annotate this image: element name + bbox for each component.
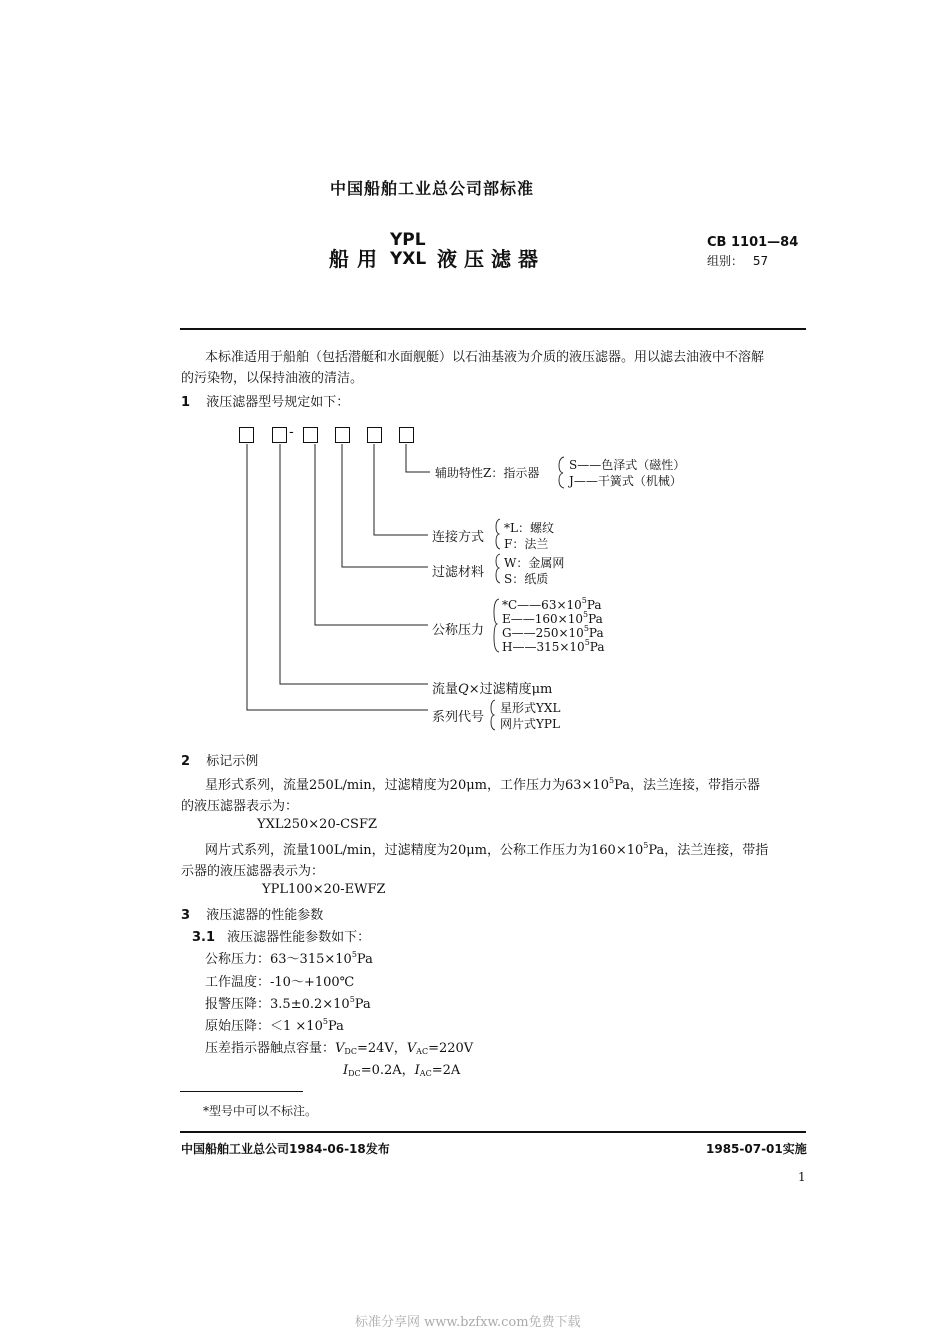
param-initial-pressure-drop: 原始压降：$<1 \times 10^5Pa$	[205, 1017, 344, 1034]
aux-option-1-text: ——色泽式（磁性）	[577, 458, 686, 472]
material-option-1: W：金属网	[504, 556, 565, 570]
footnote: *型号中可以不标注。	[203, 1104, 318, 1118]
param-nominal-pressure: 公称压力：$63\sim 315\times 10^5Pa$	[205, 950, 373, 967]
leader-series	[247, 444, 428, 710]
leader-flow	[280, 444, 428, 684]
leader-connection	[374, 444, 428, 535]
aux-option-1-code: S	[569, 458, 578, 472]
brace-pressure	[494, 599, 499, 652]
brace-connection	[496, 519, 500, 549]
section-3-1-number: 3.1	[192, 930, 216, 945]
intro-line-2: 的污染物，以保持油液的清洁。	[181, 371, 364, 386]
watermark: 标准分享网 www.bzfxw.com免费下载	[355, 1315, 581, 1330]
connection-option-2: F：法兰	[504, 537, 549, 551]
group-label-text: 组别：	[707, 254, 744, 268]
section-2-number: 2	[181, 754, 191, 769]
series-option-2: 网片式YPL	[500, 717, 560, 731]
example-1-line-2: 的液压滤器表示为：	[181, 799, 299, 814]
brace-material	[496, 554, 500, 583]
section-3-title: 液压滤器的性能参数	[206, 908, 324, 923]
brace-aux	[559, 457, 564, 488]
param-working-temperature: 工作温度：-10～+100℃	[205, 975, 355, 990]
aux-option-2-code: J	[569, 474, 574, 488]
material-option-2: S：纸质	[504, 572, 549, 586]
connection-label: 连接方式	[432, 530, 485, 545]
section-3-heading	[181, 904, 323, 923]
example-2-line-2: 示器的液压滤器表示为：	[181, 864, 325, 879]
aux-option-1	[569, 456, 685, 473]
footnote-rule	[180, 1091, 303, 1092]
brace-series	[491, 700, 495, 730]
footer-rule	[180, 1131, 806, 1133]
section-3-1-heading	[192, 926, 370, 945]
example-1-code: YXL250×20-CSFZ	[257, 817, 378, 832]
series-option-1: 星形式YXL	[500, 701, 561, 715]
section-3-number: 3	[181, 908, 191, 923]
aux-label: 辅助特性Z：指示器	[435, 466, 540, 480]
example-2-line-1: 网片式系列，流量100L/min，过滤精度为20μm，公称工作压力为$160\times 10^5Pa$，法兰连接，带指	[205, 841, 769, 858]
section-2-title: 标记示例	[206, 754, 259, 769]
pressure-options	[502, 598, 605, 654]
pressure-option-h: $H——315\times 10^5Pa$	[502, 638, 605, 654]
intro-line-1: 本标准适用于船舶（包括潜艇和水面舰艇）以石油基液为介质的液压滤器。用以滤去油液中不溶解	[205, 350, 765, 365]
material-label: 过滤材料	[432, 565, 485, 580]
title-suffix: 液压滤器	[437, 247, 545, 271]
title-code-bottom: YXL	[390, 249, 427, 269]
section-1-number: 1	[181, 395, 191, 410]
leader-material	[342, 444, 428, 567]
std-number: CB 1101—84	[707, 235, 799, 250]
section-2-heading	[181, 750, 258, 769]
series-label: 系列代号	[432, 710, 485, 725]
section-3-1-title: 液压滤器性能参数如下：	[227, 930, 371, 945]
param-contact-capacity-voltage: 压差指示器触点容量：$V_{DC}=24V$，$V_{AC}=220V$	[205, 1041, 474, 1056]
title-code-top: YPL	[390, 230, 426, 250]
param-alarm-pressure-drop: 报警压降：$3.5\pm 0.2\times 10^5Pa$	[205, 995, 371, 1012]
pressure-option-c: $*C——63\times 10^5Pa$	[502, 596, 602, 612]
group-value: 57	[752, 254, 769, 268]
title-prefix: 船用	[329, 247, 385, 271]
flow-label: 流量Q×过滤精度μm	[432, 682, 553, 697]
pressure-option-g: $G——250\times 10^5Pa$	[502, 624, 604, 640]
pressure-option-e: $E——160\times 10^5Pa$	[502, 610, 603, 626]
aux-option-2	[569, 472, 682, 489]
pressure-label: 公称压力	[432, 623, 485, 638]
effective-info: 1985-07-01实施	[706, 1142, 807, 1156]
page-number: 1	[798, 1170, 806, 1184]
param-contact-capacity-current: $I_{DC}=0.2A$，$I_{AC}=2A$	[343, 1063, 461, 1078]
example-2-code: YPL100×20-EWFZ	[262, 882, 386, 897]
leader-aux	[406, 444, 430, 472]
code-dash: -	[289, 424, 294, 440]
section-1-title: 液压滤器型号规定如下：	[206, 395, 350, 410]
connection-option-1: *L：螺纹	[504, 521, 554, 535]
aux-option-2-text: ——干簧式（机械）	[573, 474, 682, 488]
org-title: 中国船舶工业总公司部标准	[330, 179, 535, 198]
example-1-line-1: 星形式系列，流量250L/min，过滤精度为20μm，工作压力为$63\times 10^5Pa$，法兰连接，带指示器	[205, 776, 760, 793]
issued-info: 中国船舶工业总公司1984-06-18发布	[181, 1142, 390, 1156]
